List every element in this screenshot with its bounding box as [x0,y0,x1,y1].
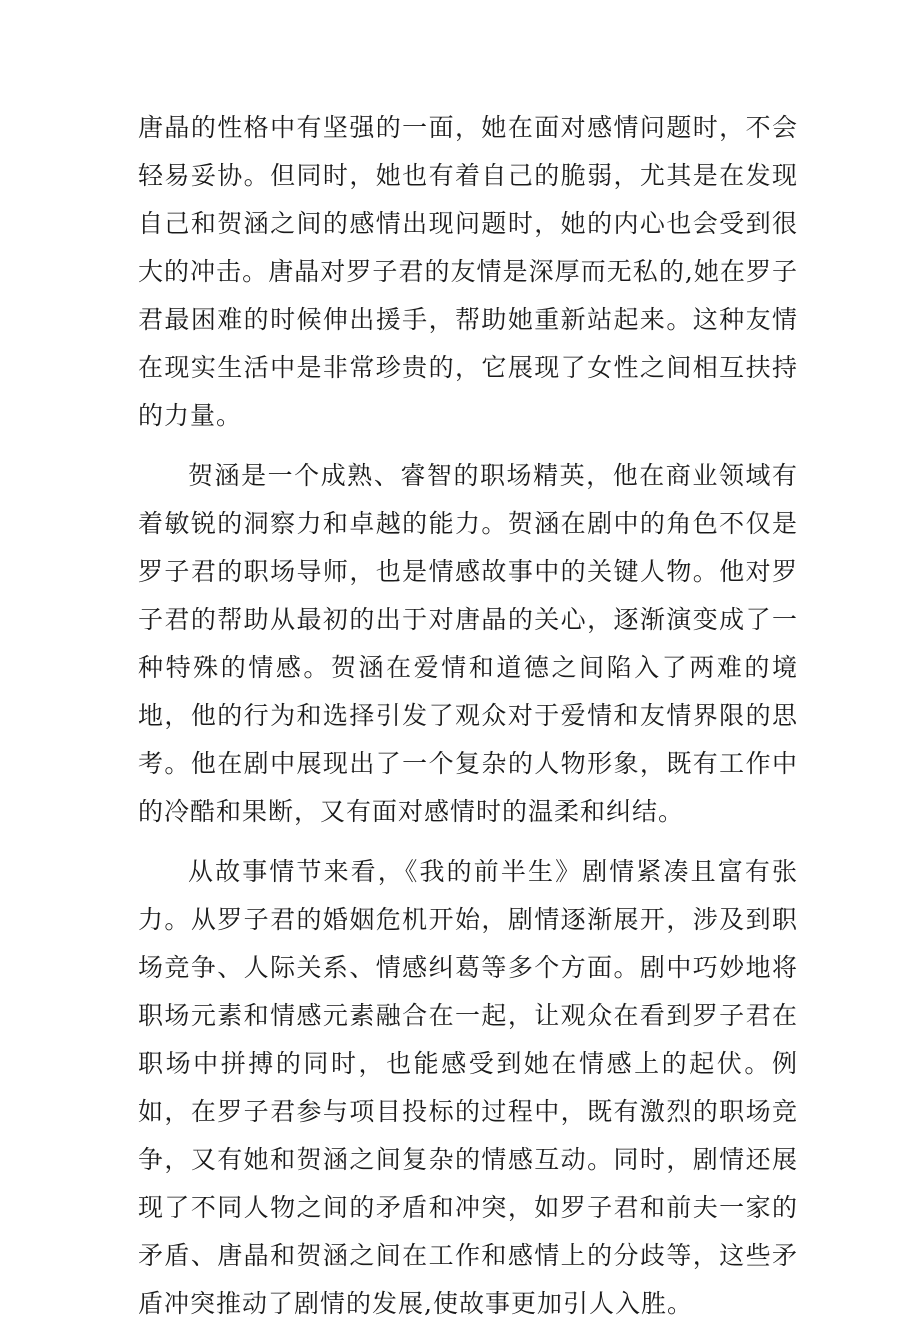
paragraph-2: 贺涵是一个成熟、睿智的职场精英，他在商业领域有着敏锐的洞察力和卓越的能力。贺涵在剧中的角色不仅是罗子君的职场导师，也是情感故事中的关键人物。他对罗子君的帮助从最初的出于对唐晶的关心，逐渐演变成了一种特殊的情感。贺涵在爱情和道德之间陷入了两难的境地，他的行为和选择引发了观众对于爱情和友情界限的思考。他在剧中展现出了一个复杂的人物形象，既有工作中的冷酷和果断，又有面对感情时的温柔和纠结。 [138,461,798,826]
document-body [138,104,798,1340]
paragraph-3: 从故事情节来看，《我的前半生》剧情紧凑且富有张力。从罗子君的婚姻危机开始，剧情逐渐展开，涉及到职场竞争、人际关系、情感纠葛等多个方面。剧中巧妙地将职场元素和情感元素融合在一起，让观众在看到罗子君在职场中拼搏的同时，也能感受到她在情感上的起伏。例如，在罗子君参与项目投标的过程中，既有激烈的职场竞争，又有她和贺涵之间复杂的情感互动。同时，剧情还展现了不同人物之间的矛盾和冲突，如罗子君和前夫一家的矛盾、唐晶和贺涵之间在工作和感情上的分歧等，这些矛盾冲突推动了剧情的发展,使故事更加引人入胜。 [138,857,798,1318]
paragraph-1: 唐晶的性格中有坚强的一面，她在面对感情问题时，不会轻易妥协。但同时，她也有着自己的脆弱，尤其是在发现自己和贺涵之间的感情出现问题时，她的内心也会受到很大的冲击。唐晶对罗子君的友情是深厚而无私的,她在罗子君最困难的时候伸出援手，帮助她重新站起来。这种友情在现实生活中是非常珍贵的，它展现了女性之间相互扶持的力量。 [138,113,798,430]
